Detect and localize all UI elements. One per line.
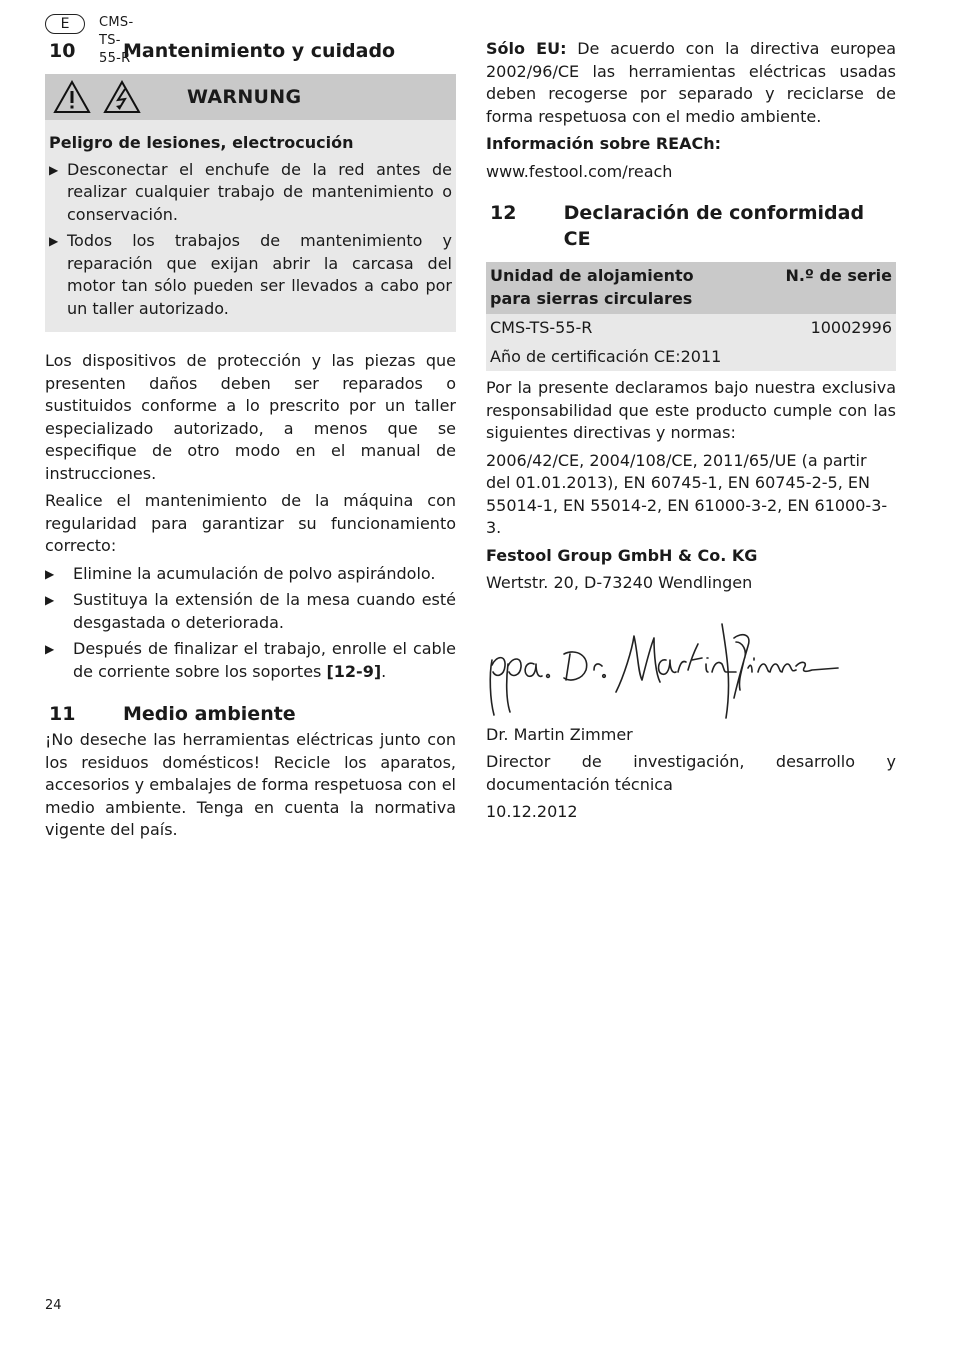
triangle-bullet-icon: ▶ — [45, 642, 55, 656]
table-cell: Año de certificación CE:2011 — [486, 343, 896, 372]
triangle-bullet-icon: ▶ — [45, 593, 55, 607]
warning-item — [49, 230, 452, 320]
section-title: Medio ambiente — [123, 703, 296, 725]
paragraph: Por la presente declaramos bajo nuestra exclusiva responsabilidad que este producto cumple con las siguientes directivas y normas: — [486, 378, 896, 442]
language-badge: E — [45, 14, 85, 34]
signatory-role: Director de investigación, desarrollo y documentación técnica — [486, 752, 896, 794]
list-item-text-part: Después de finalizar el trabajo, enrolle el cable de corriente sobre los soportes — [73, 639, 456, 681]
reach-link[interactable]: www.festool.com/reach — [486, 161, 673, 181]
conformity-table — [486, 262, 896, 371]
eu-label: Sólo EU: — [486, 39, 567, 58]
paragraph: Los dispositivos de protección y las piezas que presenten daños deben ser reparados o sustituidos conforme a lo prescrito por un taller especializado autorizado, a menos que se especifique de otro modo en el manual de instrucciones. — [45, 351, 456, 483]
signature — [486, 620, 846, 720]
paragraph: ¡No deseche las herramientas eléctricas junto con los residuos domésticos! Recicle los aparatos, accesorios y embalajes de forma respetuosa con el medio ambiente. Tenga en cuenta la normativa vigente del país. — [45, 730, 456, 839]
section-title: Declaración de conformidad CE — [563, 202, 865, 250]
signatory-name: Dr. Martin Zimmer — [486, 724, 633, 744]
table-header-cell: N.º de serie — [732, 262, 896, 314]
section-title: Mantenimiento y cuidado — [123, 40, 396, 62]
table-cell: CMS-TS-55-R — [486, 314, 732, 343]
list-item-text — [73, 638, 456, 683]
section-number: 10 — [49, 40, 76, 62]
section-number: 11 — [49, 703, 76, 725]
paragraph: 2006/42/CE, 2004/108/CE, 2011/65/UE (a partir del 01.01.2013), EN 60745-1, EN 60745-2-5, EN 55014-1, EN 55014-2, EN 61000-3-2, EN 61000-3-3. — [486, 450, 888, 537]
list-item — [45, 563, 456, 586]
table-header-cell: Unidad de alojamiento para sierras circulares — [486, 262, 732, 314]
triangle-bullet-icon: ▶ — [49, 162, 59, 177]
left-column — [45, 38, 456, 847]
page-number: 24 — [45, 1298, 62, 1313]
eu-paragraph — [486, 38, 896, 128]
section-11-heading — [49, 701, 456, 727]
warning-item — [49, 159, 452, 227]
list-item — [45, 589, 456, 634]
list-item-text: Elimine la acumulación de polvo aspirándolo. — [73, 563, 436, 583]
eu-text: De acuerdo con la directiva europea 2002/96/CE las herramientas eléctricas usadas deben recogerse por separado y reciclarse de forma respetuosa con el medio ambiente. — [486, 39, 897, 126]
triangle-bullet-icon: ▶ — [45, 566, 55, 581]
section-number: 12 — [490, 202, 517, 224]
company-name: Festool Group GmbH & Co. KG — [486, 545, 758, 565]
warning-box — [45, 74, 456, 332]
model-label: CMS-TS-55-R — [99, 15, 134, 66]
section-12-heading — [490, 200, 896, 252]
reach-label: Información sobre REACh: — [486, 134, 722, 153]
electric-hazard-icon — [103, 80, 141, 114]
date: 10.12.2012 — [486, 802, 578, 821]
warning-subtitle: Peligro de lesiones, electrocución — [49, 133, 354, 152]
list-item-text: Sustituya la extensión de la mesa cuando esté desgastada o deteriorada. — [73, 590, 456, 632]
warning-title: WARNUNG — [187, 86, 302, 108]
list-item — [45, 638, 456, 683]
warning-triangle-icon — [53, 80, 91, 114]
right-column — [486, 38, 896, 829]
table-row — [486, 314, 896, 343]
warning-item-text: Desconectar el enchufe de la red antes de realizar cualquier trabajo de mantenimiento o conservación. — [67, 159, 452, 224]
figure-reference: [12-9] — [326, 661, 382, 681]
warning-item-text: Todos los trabajos de mantenimiento y reparación que exijan abrir la carcasa del motor tan sólo pueden ser llevados a cabo por un taller autorizado. — [67, 231, 452, 318]
triangle-bullet-icon: ▶ — [49, 234, 59, 248]
section-10-heading — [49, 38, 456, 64]
table-header-row — [486, 262, 896, 314]
table-cell: 10002996 — [732, 314, 896, 343]
table-row — [486, 343, 896, 372]
list-item-text-end: . — [381, 661, 387, 681]
company-address: Wertstr. 20, D-73240 Wendlingen — [486, 573, 753, 592]
warning-body — [45, 120, 456, 332]
paragraph: Realice el mantenimiento de la máquina con regularidad para garantizar su funcionamiento correcto: — [45, 491, 456, 555]
warning-header — [45, 74, 456, 120]
